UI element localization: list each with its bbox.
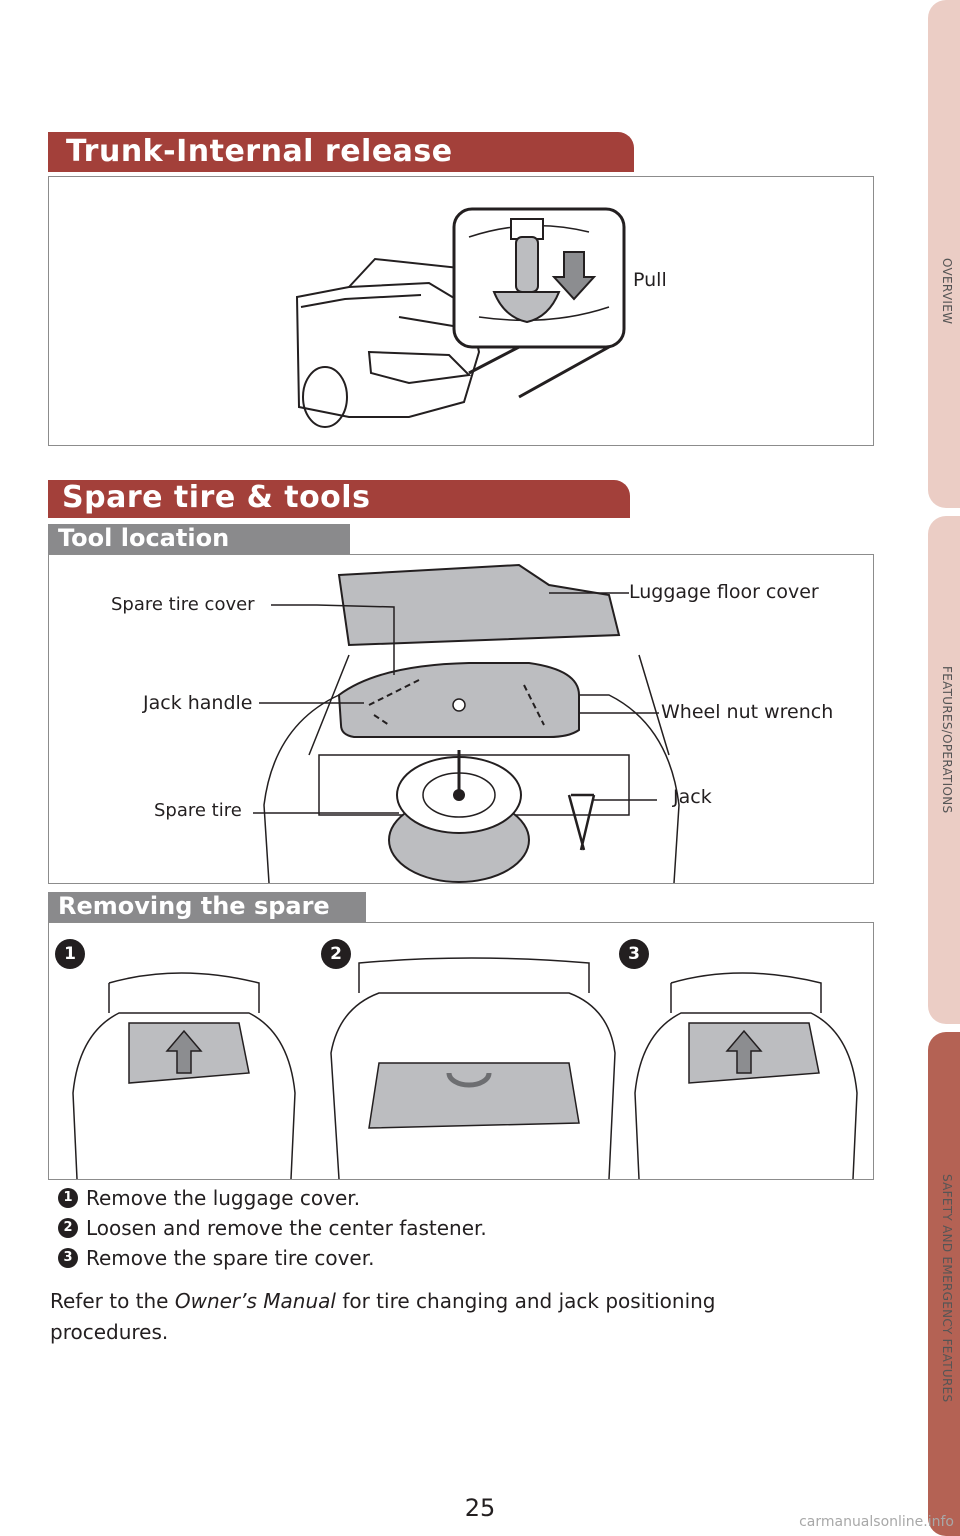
step-badge-3: 3 bbox=[619, 939, 649, 969]
removing-steps-illustration bbox=[49, 923, 873, 1179]
side-tab-overview[interactable] bbox=[928, 0, 960, 508]
side-tab-features[interactable] bbox=[928, 516, 960, 1024]
trunk-illustration-frame bbox=[48, 176, 874, 446]
owners-manual-note bbox=[50, 1286, 810, 1348]
wheel-nut-wrench-label: Wheel nut wrench bbox=[661, 701, 834, 723]
step-badge-2: 2 bbox=[321, 939, 351, 969]
tool-location-heading: Tool location bbox=[58, 524, 230, 552]
side-tab-label: FEATURES/OPERATIONS bbox=[940, 666, 954, 814]
trunk-section-banner bbox=[48, 132, 634, 172]
side-tab-safety[interactable] bbox=[928, 1032, 960, 1536]
removing-heading: Removing the spare bbox=[58, 892, 330, 920]
pull-label: Pull bbox=[633, 269, 667, 291]
note-suffix: for tire changing and jack positioning procedures. bbox=[50, 1289, 716, 1344]
side-tab-label: OVERVIEW bbox=[940, 258, 954, 325]
step-text: Remove the spare tire cover. bbox=[86, 1246, 375, 1270]
step-text: Remove the luggage cover. bbox=[86, 1186, 361, 1210]
side-tab-label: SAFETY AND EMERGENCY FEATURES bbox=[940, 1174, 954, 1403]
trunk-section-title: Trunk-Internal release bbox=[66, 134, 453, 169]
step-item bbox=[58, 1243, 487, 1273]
spare-tire-cover-label: Spare tire cover bbox=[111, 594, 255, 615]
jack-handle-label: Jack handle bbox=[143, 692, 253, 714]
tool-location-heading-bar bbox=[48, 524, 350, 554]
steps-list bbox=[58, 1183, 487, 1273]
spare-tire-label: Spare tire bbox=[154, 800, 242, 821]
trunk-release-illustration bbox=[49, 177, 873, 445]
owners-manual-title: Owner’s Manual bbox=[174, 1289, 336, 1313]
spare-section-title: Spare tire & tools bbox=[62, 480, 371, 515]
tool-location-frame bbox=[48, 554, 874, 884]
removing-frame bbox=[48, 922, 874, 1180]
step-item bbox=[58, 1213, 487, 1243]
step-item bbox=[58, 1183, 487, 1213]
jack-label: Jack bbox=[673, 786, 712, 808]
step-number: 1 bbox=[58, 1188, 78, 1208]
luggage-floor-cover-label: Luggage floor cover bbox=[629, 581, 819, 603]
page-number: 25 bbox=[464, 1494, 496, 1522]
step-text: Loosen and remove the center fastener. bbox=[86, 1216, 487, 1240]
step-number: 3 bbox=[58, 1248, 78, 1268]
note-prefix: Refer to the bbox=[50, 1289, 175, 1313]
removing-heading-bar bbox=[48, 892, 366, 922]
watermark: carmanualsonline.info bbox=[799, 1514, 954, 1530]
step-badge-1: 1 bbox=[55, 939, 85, 969]
step-number: 2 bbox=[58, 1218, 78, 1238]
spare-section-banner bbox=[48, 480, 630, 518]
